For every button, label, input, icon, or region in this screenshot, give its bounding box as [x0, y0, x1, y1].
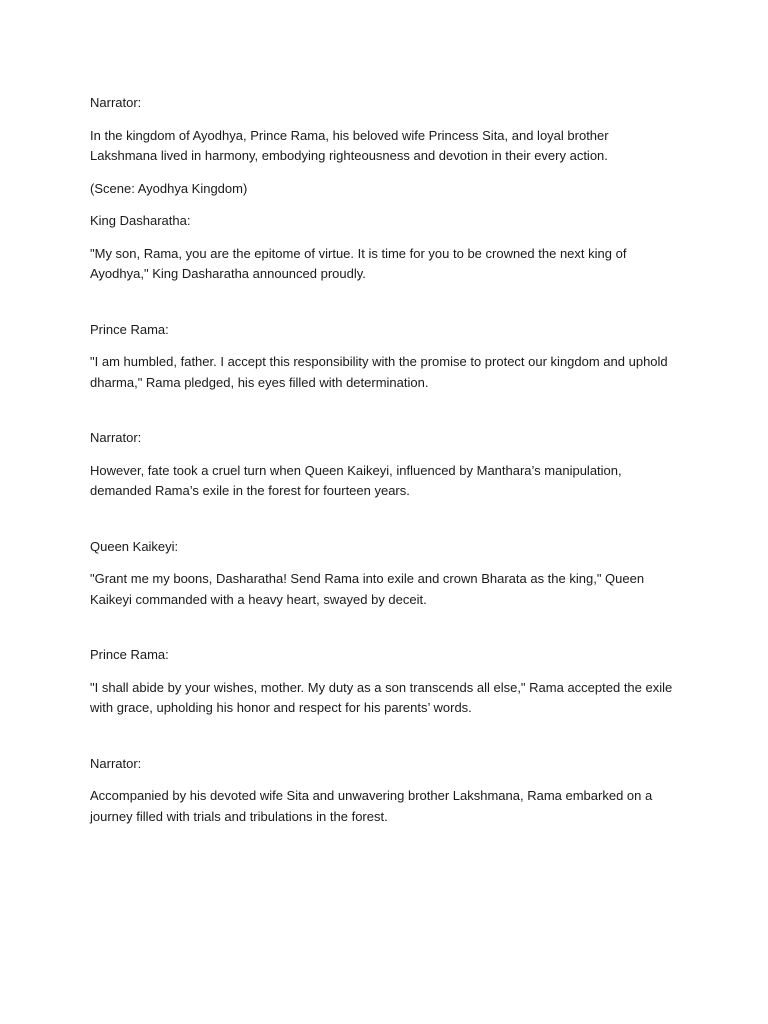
paragraph-gap [90, 731, 678, 754]
dialogue-paragraph: "I shall abide by your wishes, mother. My duty as a son transcends all else," Rama accepted the exile with grace, upholding his honor and respect for his parents’ words. [90, 679, 673, 715]
speaker-label: Queen Kaikeyi: [90, 538, 179, 554]
speaker-label: Narrator: [90, 755, 142, 771]
speaker-label: Prince Rama: [90, 647, 169, 662]
paragraph-gap [90, 297, 678, 320]
narration-paragraph: In the kingdom of Ayodhya, Prince Rama, his beloved wife Princess Sita, and loyal brother Lakshmana lived in harmony, embodying righteousness and devotion in their every action. [90, 127, 609, 163]
paragraph-gap [90, 405, 678, 428]
narration-paragraph: However, fate took a cruel turn when Queen Kaikeyi, influenced by Manthara’s manipulation, demanded Rama’s exile in the forest for fourteen years. [90, 462, 622, 498]
speaker-label: Narrator: [90, 430, 142, 445]
speaker-label: King Dasharatha: [90, 213, 191, 228]
dialogue-paragraph: "My son, Rama, you are the epitome of virtue. It is time for you to be crowned the next king of Ayodhya," King Dasharatha announced proudly. [90, 245, 627, 281]
dialogue-paragraph: "Grant me my boons, Dasharatha! Send Rama into exile and crown Bharata as the king," Queen Kaikeyi commanded with a heavy heart, swayed by deceit. [90, 571, 645, 607]
paragraph-gap [90, 514, 678, 537]
scene-note: (Scene: Ayodhya Kingdom) [90, 180, 248, 196]
speaker-label: Narrator: [90, 95, 142, 110]
dialogue-paragraph: "I am humbled, father. I accept this responsibility with the promise to protect our kingdom and uphold dharma," Rama pledged, his eyes filled with determination. [90, 354, 668, 390]
speaker-label: Prince Rama: [90, 321, 169, 337]
narration-paragraph: Accompanied by his devoted wife Sita and unwavering brother Lakshmana, Rama embarked on a journey filled with trials and tribulations in the forest. [90, 788, 653, 824]
paragraph-gap [90, 622, 678, 645]
